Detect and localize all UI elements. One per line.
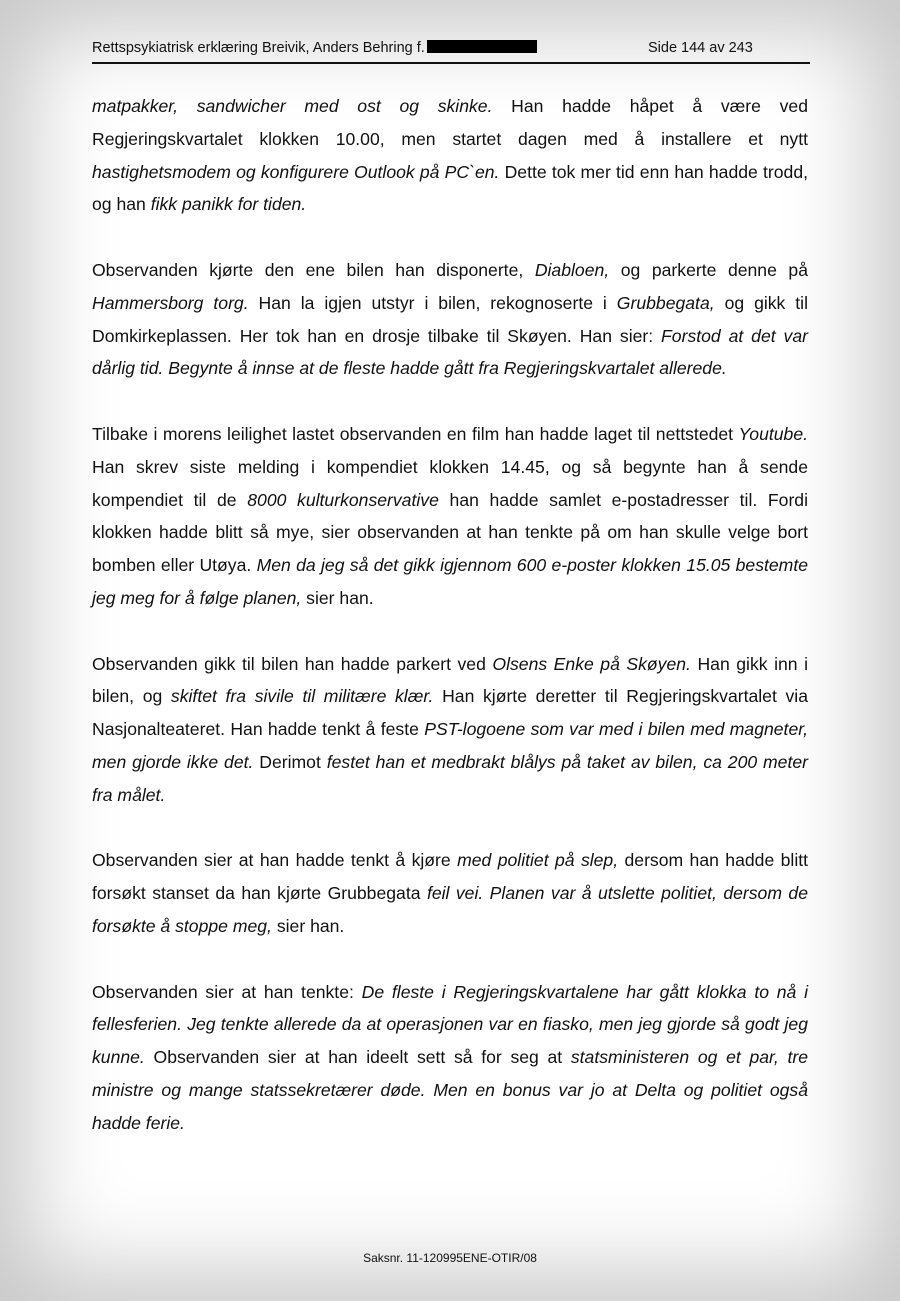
text-run: Han kjørte deretter til Regjeringskvartalet via Nasjonalteateret. Han hadde tenkt å feste	[92, 686, 808, 740]
italic-text-run: matpakker, sandwicher med ost og skinke.	[92, 96, 493, 116]
paragraph	[92, 648, 808, 812]
header-title: Rettspsykiatrisk erklæring Breivik, Anders Behring f.	[92, 40, 425, 56]
italic-text-run: fikk panikk for tiden.	[150, 194, 307, 215]
italic-text-run: 8000 kulturkonservative	[247, 489, 439, 510]
text-run: Han gikk inn i bilen, og	[92, 653, 808, 707]
redaction-bar	[427, 40, 537, 53]
italic-text-run: Forstod at det var dårlig tid. Begynte å innse at de fleste hadde gått fra Regjeringskvartalet allerede.	[92, 325, 808, 379]
italic-text-run: festet han et medbrakt blålys på taket av bilen, ca 200 meter fra målet.	[92, 751, 808, 805]
page-number: Side 144 av 243	[648, 40, 753, 56]
paragraph	[92, 90, 808, 221]
case-number: Saksnr. 11-120995ENE-OTIR/08	[363, 1251, 537, 1265]
page-footer	[0, 1251, 900, 1265]
text-run: Dette tok mer tid enn han hadde trodd, og han	[92, 161, 808, 215]
italic-text-run: feil vei. Planen var å utslette politiet, dersom de forsøkte å stoppe meg,	[92, 883, 808, 936]
text-run: sier han.	[301, 587, 374, 608]
italic-text-run: Diabloen,	[534, 259, 610, 280]
italic-text-run: Youtube.	[738, 423, 808, 444]
text-run: og gikk til Domkirkeplassen. Her tok han en drosje tilbake til Skøyen. Han sier:	[92, 292, 809, 346]
text-run: Derimot	[253, 751, 327, 772]
text-run: Observanden gikk til bilen han hadde parkert ved	[92, 653, 493, 674]
page-header	[92, 38, 810, 64]
text-run: Tilbake i morens leilighet lastet observanden en film han hadde laget til nettstedet	[92, 423, 739, 444]
text-run: Observanden kjørte den ene bilen han disponerte,	[92, 259, 535, 280]
paragraph	[92, 976, 808, 1140]
text-run: og parkerte denne på	[609, 259, 808, 280]
text-run: Observanden sier at han tenkte:	[92, 981, 362, 1002]
text-run: Han skrev siste melding i kompendiet klokken 14.45, og så begynte han å sende kompendiet til de	[92, 456, 808, 510]
text-run: Observanden sier at han ideelt sett så for seg at	[144, 1047, 571, 1068]
italic-text-run: Men da jeg så det gikk igjennom 600 e-poster klokken 15.05 bestemte jeg meg for å følge planen,	[92, 555, 808, 608]
text-run: Han la igjen utstyr i bilen, rekognoserte i	[248, 292, 617, 313]
text-run: han hadde samlet e-postadresser til. Fordi klokken hadde blitt så mye, sier observanden at han tenkte på om han skulle velge bort bomben eller Utøya.	[92, 489, 808, 576]
text-run: dersom han hadde blitt forsøkt stanset da han kjørte Grubbegata	[92, 850, 809, 904]
italic-text-run: statsministeren og et par, tre ministre og mange statssekretærer døde. Men en bonus var jo at Delta og politiet også hadde ferie.	[92, 1047, 808, 1133]
italic-text-run: PST-logoene som var med i bilen med magneter, men gjorde ikke det.	[92, 719, 809, 772]
italic-text-run: hastighetsmodem og konfigurere Outlook på PC`en.	[92, 161, 500, 182]
italic-text-run: skiftet fra sivile til militære klær.	[170, 686, 434, 707]
body-text	[92, 90, 808, 1172]
paragraph	[92, 254, 808, 385]
paragraph	[92, 844, 808, 942]
italic-text-run: Olsens Enke på Skøyen.	[492, 653, 691, 674]
italic-text-run: De fleste i Regjeringskvartalene har gått klokka to nå i fellesferien. Jeg tenkte allerede da at operasjonen var en fiasko, men jeg gjorde så godt jeg kunne.	[92, 981, 809, 1068]
header-title-line	[92, 40, 537, 56]
paragraph	[92, 418, 808, 615]
text-run: Han hadde håpet å være ved Regjeringskvartalet klokken 10.00, men startet dagen med å installere et nytt	[92, 96, 808, 149]
italic-text-run: Grubbegata,	[616, 292, 715, 313]
text-run: Observanden sier at han hadde tenkt å kjøre	[92, 850, 458, 871]
text-run: sier han.	[271, 915, 345, 936]
italic-text-run: med politiet på slep,	[457, 850, 619, 871]
italic-text-run: Hammersborg torg.	[92, 292, 249, 313]
